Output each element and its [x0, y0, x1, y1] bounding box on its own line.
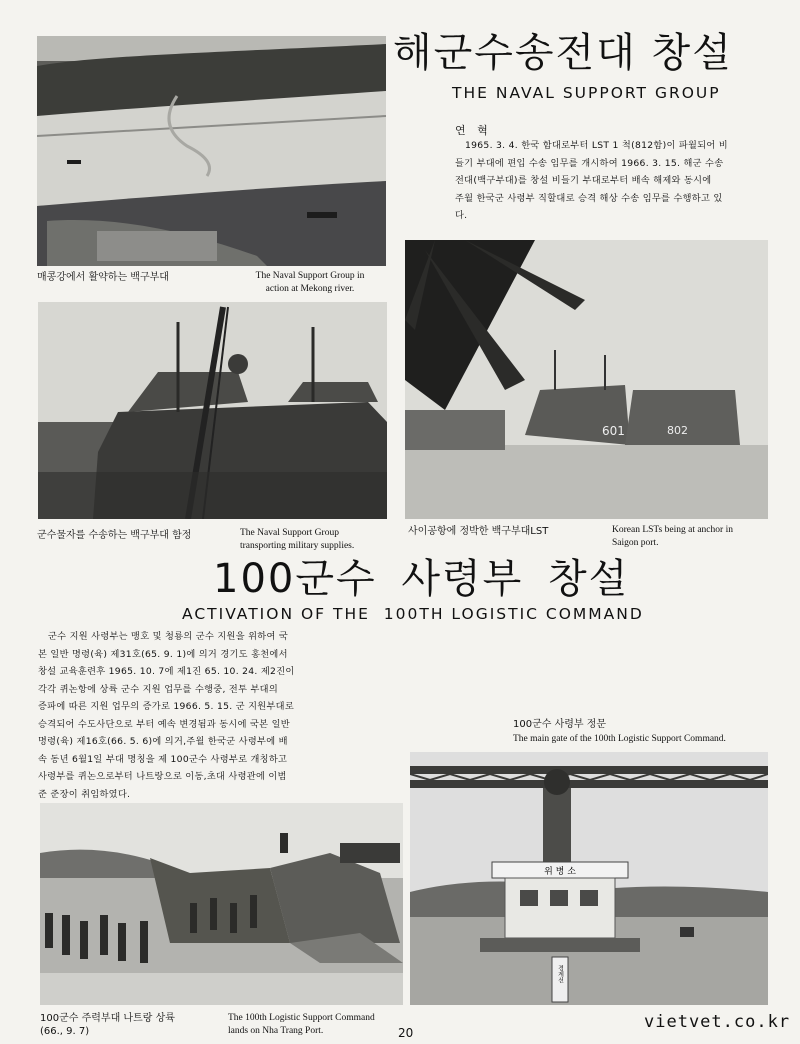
section1-title-en: THE NAVAL SUPPORT GROUP	[452, 84, 721, 102]
caption-line: lands on Nha Trang Port.	[228, 1026, 324, 1036]
body-line: 속 동년 6월1일 부대 명칭을 제 100군수 사령부로 개칭하고	[38, 753, 288, 765]
caption-gate-en: The main gate of the 100th Logistic Support Command.	[513, 734, 726, 744]
photo-ship-supplies	[38, 302, 387, 519]
caption-gate-ko: 100군수 사령부 정문	[513, 719, 607, 730]
caption-landing-ko	[40, 1012, 175, 1038]
caption-line: action at Mekong river.	[265, 284, 355, 294]
body-line: 각각 퀴논항에 상륙 군수 지원 업무를 수행중, 전투 부대의	[38, 683, 279, 695]
body-line: 창설 교육훈련후 1965. 10. 7에 제1진 65. 10. 24. 제2진이	[38, 666, 295, 677]
hull-number-601: 601	[602, 424, 625, 438]
history-line: 1965. 3. 4. 한국 함대로부터 LST 1 척(812함)이 파월되어 비	[465, 140, 728, 151]
caption-saigon-ko: 사이공항에 정박한 백구부대LST	[408, 526, 549, 537]
body-line: 군수 지원 사령부는 맹호 및 청룡의 군수 지원을 위하여 국	[48, 631, 289, 642]
caption-line: The Naval Support Group in	[255, 271, 365, 281]
caption-line: The 100th Logistic Support Command	[228, 1013, 375, 1023]
caption-mekong-en	[230, 270, 390, 296]
section1-title-ko: 해군수송전대 창설	[393, 30, 733, 76]
caption-saigon-en	[612, 524, 772, 550]
section2-title-ko: 100군수 사령부 창설	[213, 556, 630, 602]
photo-nha-trang-landing	[40, 803, 403, 1005]
body-line: 승격되어 수도사단으로 부터 예속 변경됨과 동시에 국본 일반	[38, 718, 290, 730]
caption-supplies-ko: 군수물자를 수송하는 백구부대 함정	[37, 530, 192, 541]
body-line: 사령부를 퀴논으로부터 나트랑으로 이동,초대 사령관에 이범	[38, 771, 287, 782]
post-label: 경계선	[556, 965, 564, 983]
body-line: 명령(육) 제16호(66. 5. 6)에 의거,주월 한국군 사령부에 배	[38, 736, 288, 747]
caption-line: Korean LSTs being at anchor in	[612, 525, 733, 535]
history-text	[455, 137, 775, 225]
caption-landing-en	[228, 1012, 408, 1038]
history-heading: 연 혁	[455, 124, 492, 137]
history-line: 다.	[455, 210, 468, 221]
body-line: 증파에 따른 지원 업무의 증가로 1966. 5. 15. 군 지원부대로	[38, 701, 294, 712]
photo-mekong-river	[37, 36, 386, 266]
caption-line: 100군수 주력부대 나트랑 상륙	[40, 1013, 175, 1024]
history-line: 들기 부대에 편입 수송 임무를 개시하여 1966. 3. 15. 해군 수송	[455, 157, 724, 169]
photo-saigon-lst	[405, 240, 768, 519]
caption-line: transporting military supplies.	[240, 541, 355, 551]
page-number: 20	[398, 1026, 414, 1040]
caption-mekong-ko: 매콩강에서 활약하는 백구부대	[37, 272, 169, 283]
caption-line: The Naval Support Group	[240, 528, 339, 538]
caption-supplies-en	[240, 527, 380, 553]
hull-number-802: 802	[667, 424, 688, 437]
watermark: vietvet.co.kr	[644, 1012, 791, 1032]
guard-post-sign: 위 병 소	[544, 867, 576, 877]
body-line: 본 일반 명령(육) 제31호(65. 9. 1)에 의거 경기도 홍천에서	[38, 648, 288, 660]
caption-line: Saigon port.	[612, 538, 659, 548]
history-line: 전대(백구부대)를 창설 비들기 부대로부터 배속 해제와 동시에	[455, 175, 712, 186]
history-line: 주월 한국군 사령부 직할대로 승격 해상 수송 임무를 수행하고 있	[455, 192, 723, 204]
section2-body	[38, 628, 388, 803]
section2-title-en: ACTIVATION OF THE 100TH LOGISTIC COMMAND	[182, 605, 644, 623]
photo-main-gate	[410, 752, 768, 1005]
caption-line: (66., 9. 7)	[40, 1026, 90, 1037]
body-line: 준 준장이 취임하였다.	[38, 788, 131, 800]
